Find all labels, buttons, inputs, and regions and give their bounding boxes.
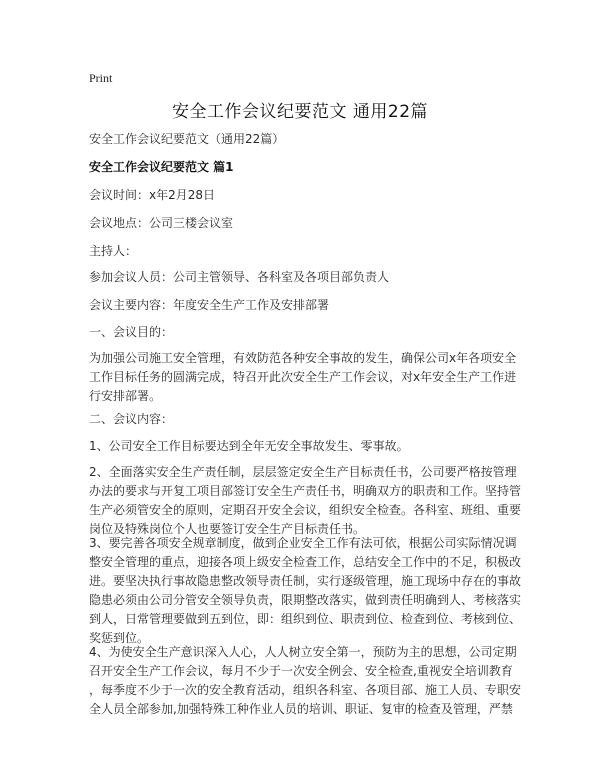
item-3-line: 到人，日常管理要做到五到位，即：组织到位、职责到位、检查到位、考核到位、 xyxy=(89,612,522,626)
print-label[interactable]: Print xyxy=(89,71,113,85)
item-2-line: 2、全面落实安全生产责任制，层层签定安全生产目标责任书，公司要严格按管理 xyxy=(89,465,517,479)
content-item-1: 1、公司安全工作目标要达到全年无安全事故发生、零事故。 xyxy=(89,439,409,453)
content-heading: 二、会议内容： xyxy=(89,412,174,426)
purpose-heading: 一、会议目的： xyxy=(89,325,174,339)
item-2-line: 岗位及特殊岗位个人也要签订安全生产目标责任书。 xyxy=(89,522,366,536)
meeting-main-content: 会议主要内容：年度安全生产工作及安排部署 xyxy=(89,298,330,312)
item-3-line: 进。要坚决执行事故隐患整改领导责任制，实行逐级管理，施工现场中存在的事故 xyxy=(89,574,522,588)
meeting-time: 会议时间：x年2月28日 xyxy=(89,188,216,202)
item-4-line: 4、为使安全生产意识深入人心，人人树立安全第一，预防为主的思想，公司定期 xyxy=(89,645,517,659)
item-2-line: 办法的要求与开复工项目部签订安全生产责任书，明确双方的职责和工作。坚持管 xyxy=(89,484,522,498)
purpose-line: 为加强公司施工安全管理，有效防范各种安全事故的发生，确保公司x年各项安全 xyxy=(89,351,517,365)
content-item-2 xyxy=(89,463,529,539)
item-4-line: 全人员全部参加,加强特殊工种作业人员的培训、职证、复审的检查及管理，严禁 xyxy=(89,702,513,716)
document-subtitle: 安全工作会议纪要范文（通用22篇） xyxy=(89,132,285,146)
item-3-line: 整安全管理的重点，迎接各项上级安全检查工作，总结安全工作中的不足，积极改 xyxy=(89,555,522,569)
section-heading: 安全工作会议纪要范文 篇1 xyxy=(89,160,234,174)
purpose-line: 工作目标任务的圆满完成，特召开此次安全生产工作会议，对x年安全生产工作进 xyxy=(89,370,517,384)
content-item-3 xyxy=(89,534,529,648)
page-title: 安全工作会议纪要范文 通用22篇 xyxy=(171,102,429,122)
content-item-4 xyxy=(89,643,529,719)
meeting-place: 会议地点：公司三楼会议室 xyxy=(89,216,234,230)
item-4-line: 召开安全生产工作会议，每月不少于一次安全例会、安全检查,重视安全培训教育 xyxy=(89,664,513,678)
item-3-line: 隐患必须由公司分管安全领导负责，限期整改落实，做到责任明确到人、考核落实 xyxy=(89,593,522,607)
item-2-line: 生产必须管安全的原则，定期召开安全会议，组织安全检查。各科室、班组、重要 xyxy=(89,503,522,517)
item-4-line: ，每季度不少于一次的安全教育活动，组织各科室、各项目部、施工人员、专职安 xyxy=(89,683,522,697)
item-3-line: 3、要完善各项安全规章制度，做到企业安全工作有法可依，根据公司实际情况调 xyxy=(89,536,517,550)
purpose-paragraph xyxy=(89,349,529,406)
purpose-line: 行安排部署。 xyxy=(89,389,162,403)
meeting-host: 主持人： xyxy=(89,244,138,258)
item-3-line: 奖惩到位。 xyxy=(89,631,150,645)
meeting-attendees: 参加会议人员：公司主管领导、各科室及各项目部负责人 xyxy=(89,270,390,284)
